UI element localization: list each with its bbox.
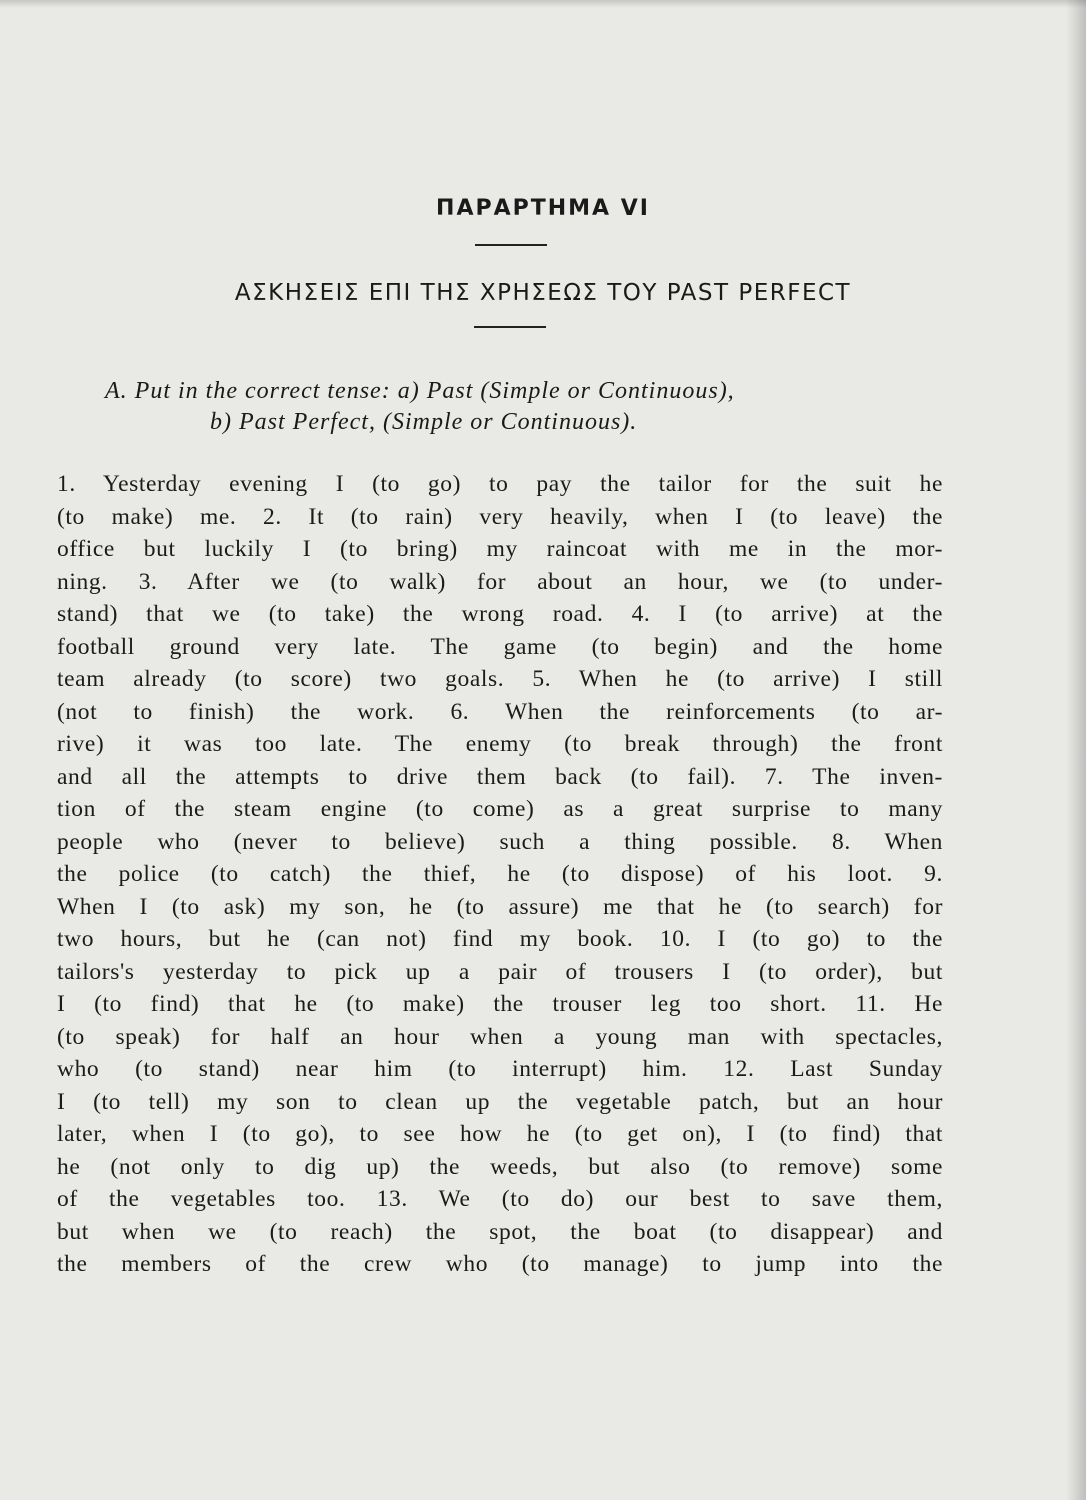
text-line: (not to finish) the work. 6. When the reinforcements (to ar- bbox=[57, 698, 943, 725]
text-line: rive) it was too late. The enemy (to break through) the front bbox=[57, 731, 943, 757]
text-line: When I (to ask) my son, he (to assure) me that he (to search) for bbox=[57, 893, 943, 920]
text-line: tailors's yesterday to pick up a pair of trousers I (to order), but bbox=[57, 958, 943, 985]
subtitle-rule bbox=[474, 326, 546, 328]
text-line: I (to tell) my son to clean up the vegetable patch, but an hour bbox=[57, 1088, 943, 1115]
text-line: who (to stand) near him (to interrupt) him. 12. Last Sunday bbox=[57, 1056, 943, 1082]
text-line: two hours, but he (can not) find my book. 10. I (to go) to the bbox=[57, 926, 943, 952]
text-line: of the vegetables too. 13. We (to do) our best to save them, bbox=[57, 1186, 943, 1212]
instruction-line-2: b) Past Perfect, (Simple or Continuous). bbox=[210, 409, 638, 435]
appendix-title: ΠΑΡΑΡΤΗΜΑ VI bbox=[436, 196, 650, 221]
text-line: (to make) me. 2. It (to rain) very heavily, when I (to leave) the bbox=[57, 503, 943, 530]
exercise-text bbox=[57, 468, 943, 1281]
text-line: 1. Yesterday evening I (to go) to pay the tailor for the suit he bbox=[57, 471, 943, 497]
text-line: (to speak) for half an hour when a young man with spectacles, bbox=[57, 1023, 943, 1050]
page-top-edge bbox=[0, 0, 1086, 8]
text-line: the members of the crew who (to manage) to jump into the bbox=[57, 1251, 943, 1277]
text-line: the police (to catch) the thief, he (to dispose) of his loot. 9. bbox=[57, 861, 943, 887]
text-line: office but luckily I (to bring) my raincoat with me in the mor- bbox=[57, 536, 943, 562]
text-line: but when we (to reach) the spot, the boat (to disappear) and bbox=[57, 1218, 943, 1245]
page-edge-shadow bbox=[1066, 0, 1086, 1500]
text-line: later, when I (to go), to see how he (to get on), I (to find) that bbox=[57, 1121, 943, 1147]
title-rule bbox=[475, 244, 547, 246]
text-line: stand) that we (to take) the wrong road. 4. I (to arrive) at the bbox=[57, 601, 943, 627]
text-line: football ground very late. The game (to begin) and the home bbox=[57, 633, 943, 660]
text-line: tion of the steam engine (to come) as a great surprise to many bbox=[57, 796, 943, 822]
text-line: and all the attempts to drive them back (to fail). 7. The inven- bbox=[57, 763, 943, 790]
exercise-instruction bbox=[105, 376, 945, 438]
section-subtitle: ΑΣΚΗΣΕΙΣ ΕΠΙ ΤΗΣ ΧΡΗΣΕΩΣ ΤΟΥ PAST PERFECT bbox=[234, 280, 852, 306]
text-line: team already (to score) two goals. 5. When he (to arrive) I still bbox=[57, 666, 943, 692]
text-line: ning. 3. After we (to walk) for about an hour, we (to under- bbox=[57, 568, 943, 595]
text-line: I (to find) that he (to make) the trouser leg too short. 11. He bbox=[57, 991, 943, 1017]
text-line: he (not only to dig up) the weeds, but also (to remove) some bbox=[57, 1153, 943, 1180]
instruction-line-1: A. Put in the correct tense: a) Past (Simple or Continuous), bbox=[105, 378, 735, 404]
text-line: people who (never to believe) such a thing possible. 8. When bbox=[57, 828, 943, 855]
